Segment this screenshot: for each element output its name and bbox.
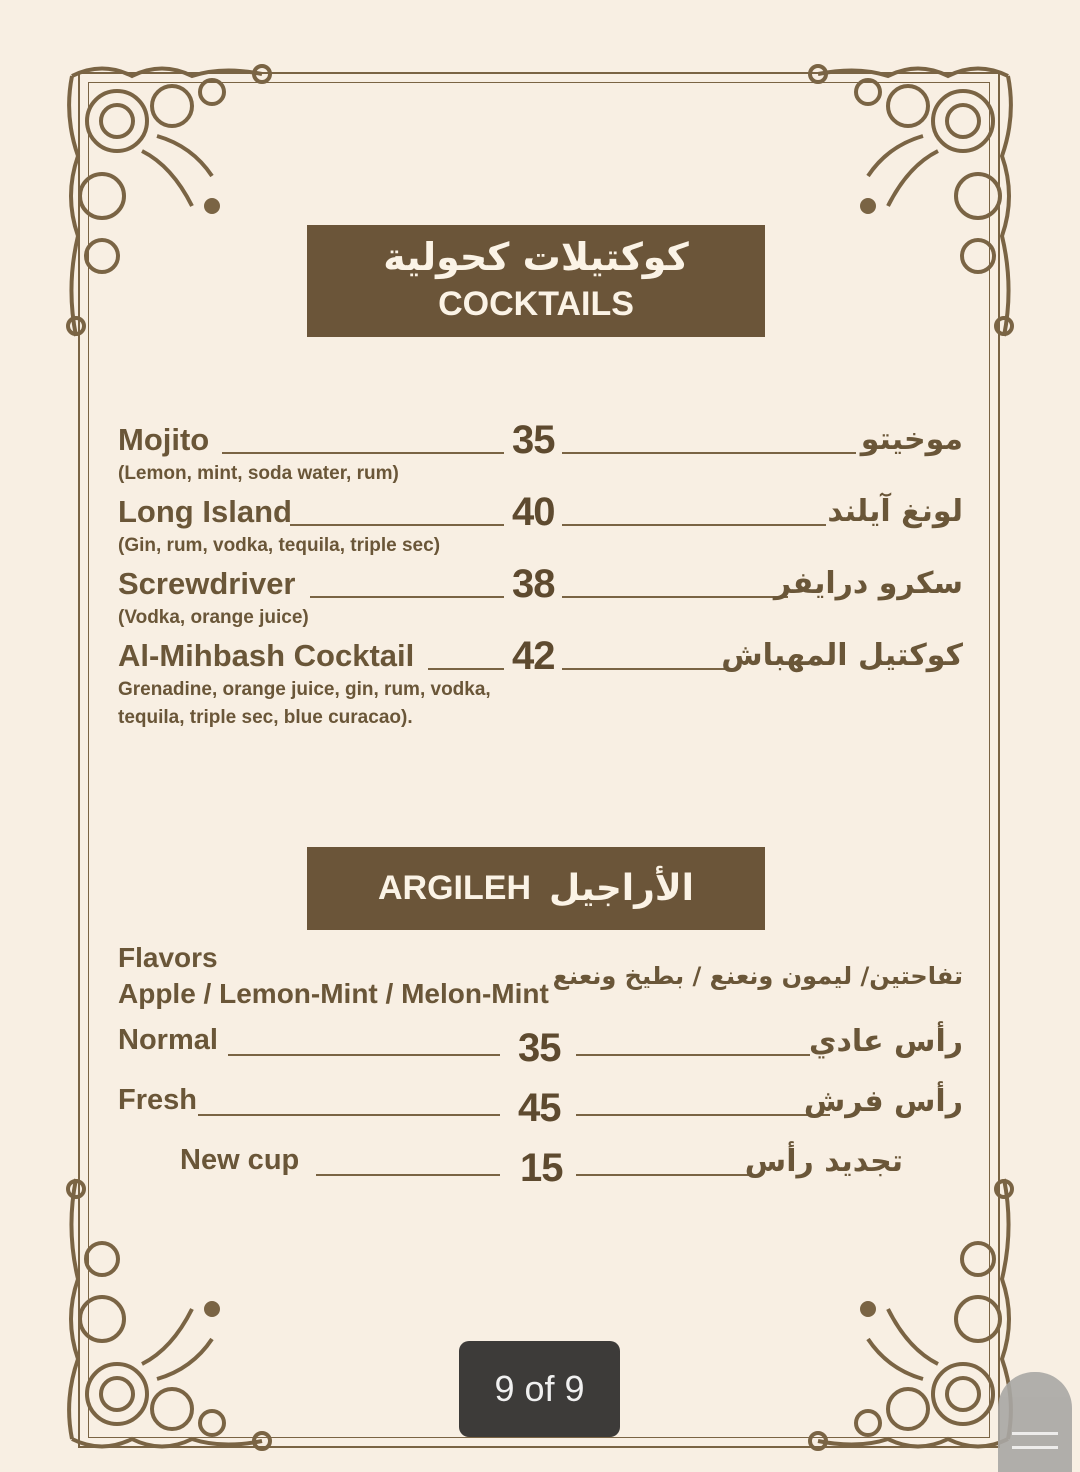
item-name: Fresh: [118, 1084, 197, 1116]
item-description-line1: Grenadine, orange juice, gin, rum, vodka,: [118, 679, 491, 700]
item-description: (Vodka, orange juice): [118, 607, 309, 628]
argileh-header-english: ARGILEH: [378, 869, 531, 907]
item-price: 15: [520, 1146, 563, 1190]
handle-grip-line: [1012, 1446, 1058, 1449]
item-name-arabic: رأس عادي: [808, 1024, 963, 1059]
ornament-corner-bottom-right: [788, 1169, 1018, 1459]
leader-line: [428, 668, 504, 670]
item-name: Normal: [118, 1024, 218, 1056]
item-price: 40: [512, 490, 555, 534]
item-price: 38: [512, 562, 555, 606]
item-price: 35: [518, 1026, 561, 1070]
item-price: 45: [518, 1086, 561, 1130]
item-name: Mojito: [118, 422, 210, 457]
leader-line: [198, 1114, 500, 1116]
ornament-corner-top-right: [788, 56, 1018, 346]
item-description: (Gin, rum, vodka, tequila, triple sec): [118, 535, 441, 556]
leader-line: [290, 524, 504, 526]
menu-item-normal: [118, 1024, 963, 1070]
leader-line: [316, 1174, 500, 1176]
cocktails-header-arabic: كوكتيلات كحولية: [383, 235, 689, 279]
leader-line: [562, 452, 856, 454]
item-price: 42: [512, 634, 555, 678]
leader-line: [562, 524, 826, 526]
item-name-arabic: رأس فرش: [803, 1084, 963, 1119]
page-indicator: 9 of 9: [459, 1341, 620, 1437]
item-price: 35: [512, 418, 555, 462]
ornament-corner-bottom-left: [62, 1169, 292, 1459]
item-name: Long Island: [118, 494, 292, 529]
item-name: New cup: [180, 1144, 300, 1176]
flavors-title: Flavors: [118, 942, 218, 973]
item-description: [118, 676, 491, 732]
handle-grip-line: [1012, 1432, 1058, 1435]
menu-item-new-cup: [118, 1144, 963, 1190]
ornament-corner-top-left: [62, 56, 292, 346]
argileh-header: [307, 847, 765, 930]
leader-line: [576, 1054, 810, 1056]
leader-line: [228, 1054, 500, 1056]
item-name-arabic: سكرو درايفر: [773, 566, 963, 601]
leader-line: [222, 452, 504, 454]
flavors-block: [118, 940, 549, 1012]
cocktails-header: [307, 225, 765, 337]
item-description: (Lemon, mint, soda water, rum): [118, 463, 399, 484]
argileh-header-arabic: الأراجيل: [549, 868, 694, 909]
item-name-arabic: موخيتو: [860, 422, 963, 457]
item-description-line2: tequila, triple sec, blue curacao).: [118, 707, 413, 728]
leader-line: [562, 596, 788, 598]
item-name: Al-Mihbash Cocktail: [118, 638, 415, 673]
flavors-list: Apple / Lemon-Mint / Melon-Mint: [118, 978, 549, 1009]
item-name: Screwdriver: [118, 566, 296, 601]
leader-line: [310, 596, 504, 598]
item-name-arabic: لونغ آيلند: [827, 494, 963, 529]
item-name-arabic: تجديد رأس: [744, 1144, 903, 1179]
leader-line: [562, 668, 734, 670]
cocktails-header-english: COCKTAILS: [438, 285, 634, 323]
leader-line: [576, 1114, 830, 1116]
leader-line: [576, 1174, 750, 1176]
menu-item-fresh: [118, 1084, 963, 1130]
scroll-handle[interactable]: [998, 1372, 1072, 1472]
flavors-list-arabic: تفاحتين/ ليمون ونعنع / بطيخ ونعنع: [552, 962, 963, 990]
item-name-arabic: كوكتيل المهباش: [721, 638, 963, 673]
